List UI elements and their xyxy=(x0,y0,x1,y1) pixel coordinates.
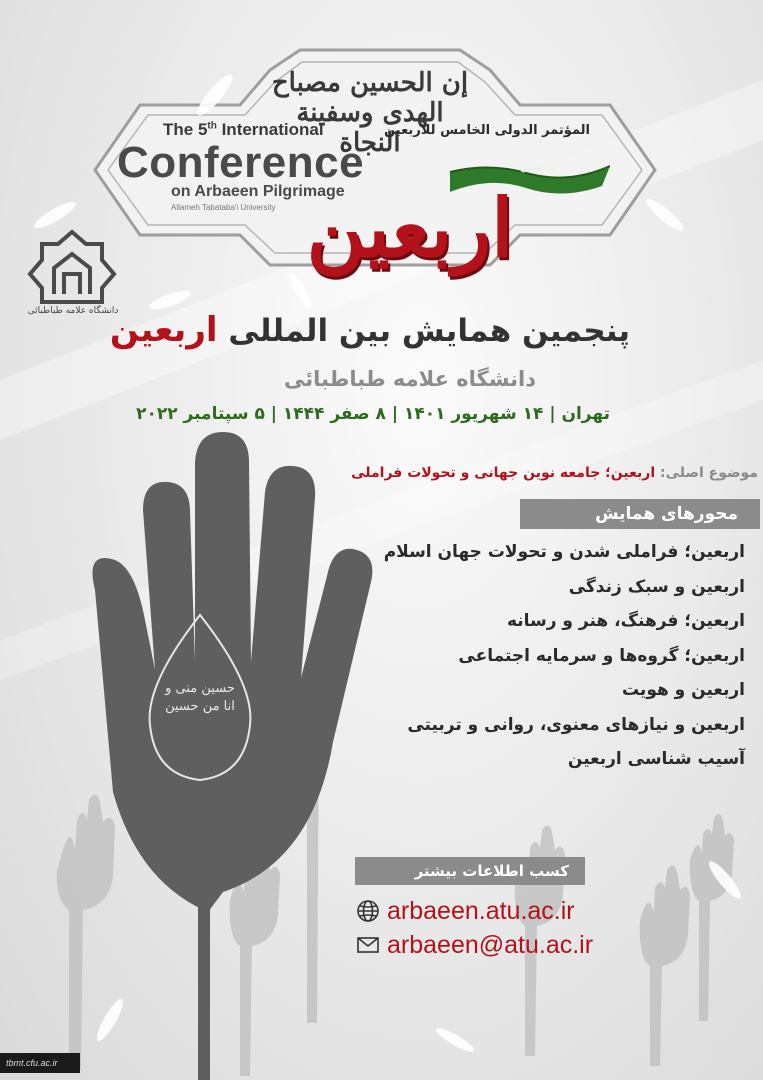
axes-header-bar xyxy=(520,499,760,529)
list-item: آسیب شناسی اربعین xyxy=(567,749,745,769)
university-logo-icon xyxy=(26,228,118,306)
website-link[interactable]: arbaeen.atu.ac.ir xyxy=(387,896,575,925)
globe-icon xyxy=(355,898,381,924)
flag-text: یا حسین xyxy=(520,162,555,173)
axes-list xyxy=(340,535,745,777)
main-title xyxy=(109,310,630,350)
email-link[interactable]: arbaeen@atu.ac.ir xyxy=(387,930,594,959)
main-title-prefix: پنجمین همایش بین المللی xyxy=(217,313,630,349)
badge-text: tbmt.cfu.ac.ir xyxy=(6,1058,58,1068)
axes-header-text: محورهای همایش xyxy=(595,504,738,524)
english-the: The 5 xyxy=(163,120,208,139)
hand-calligraphy: حسین منی و انا من حسین xyxy=(165,681,235,714)
arabic-conference-title: المؤتمر الدولی الخامس للاربعین xyxy=(384,123,590,138)
list-item: اربعین؛ گروه‌ها و سرمایه اجتماعی xyxy=(458,645,745,666)
list-item: اربعین؛ فراملی شدن و تحولات جهان اسلام xyxy=(383,542,745,562)
english-university: Allameh Tabataba'i University xyxy=(171,203,276,212)
main-topic-label: موضوع اصلی: xyxy=(655,465,758,481)
header-calligraphy: إن الحسين مصباح الهدى وسفينة النجاة xyxy=(271,68,469,158)
more-info-bar xyxy=(355,857,585,885)
source-badge xyxy=(0,1053,80,1073)
list-item: اربعین و نیازهای معنوی، روانی و تربیتی xyxy=(407,714,745,735)
logo-caption: دانشگاه علامه طباطبائی xyxy=(27,306,119,316)
main-title-highlight: اربعین xyxy=(109,310,218,350)
english-conference: Conference xyxy=(117,138,365,187)
english-international: International xyxy=(216,120,324,139)
list-item: اربعین؛ فرهنگ، هنر و رسانه xyxy=(506,611,745,631)
list-item: اربعین و سبک زندگی xyxy=(568,576,745,597)
main-topic-value: اربعین؛ جامعه نوین جهانی و تحولات فراملی xyxy=(351,465,656,481)
main-topic xyxy=(270,465,758,481)
english-th: th xyxy=(207,120,217,132)
email-row[interactable] xyxy=(355,928,593,962)
list-item: اربعین و هویت xyxy=(621,680,745,700)
more-info-text: کسب اطلاعات بیشتر xyxy=(414,862,569,880)
website-row[interactable] xyxy=(355,894,575,928)
university-title: دانشگاه علامه طباطبائی xyxy=(284,367,536,391)
mail-icon xyxy=(355,932,381,958)
english-subtitle: on Arbaeen Pilgrimage xyxy=(171,183,345,200)
date-line: تهران | ۱۴ شهریور ۱۴۰۱ | ۸ صفر ۱۴۴۴ | ۵ سپتامبر ۲۰۲۲ xyxy=(136,404,610,424)
english-ordinal xyxy=(163,120,324,140)
arbaeen-calligraphy: اربعین xyxy=(306,181,514,275)
